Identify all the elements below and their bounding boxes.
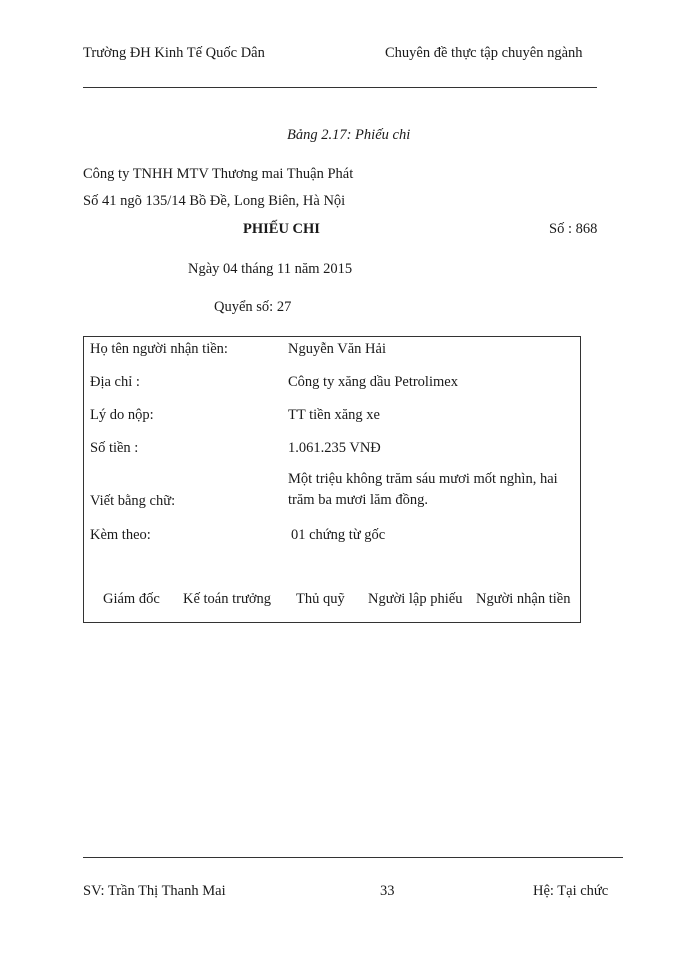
signature-chief-accountant: Kế toán trưởng (183, 591, 272, 607)
footer-program: Hệ: Tại chức (533, 883, 609, 899)
reason-label: Lý do nộp: (90, 407, 154, 423)
recipient-label: Họ tên người nhận tiền: (90, 341, 228, 357)
signature-receiver: Người nhận tiền (476, 591, 571, 607)
voucher-book: Quyển số: 27 (214, 299, 292, 315)
signature-director: Giám đốc (103, 591, 160, 607)
company-address: Số 41 ngõ 135/14 Bồ Đề, Long Biên, Hà Nội (83, 193, 346, 209)
header-report-title: Chuyên đề thực tập chuyên ngành (385, 45, 583, 61)
signature-preparer: Người lập phiếu (368, 591, 463, 607)
header-rule (83, 87, 597, 88)
page-number: 33 (380, 883, 395, 899)
company-name: Công ty TNHH MTV Thương mai Thuận Phát (83, 166, 354, 182)
attachment-label: Kèm theo: (90, 527, 151, 543)
header-school: Trường ĐH Kinh Tế Quốc Dân (83, 45, 265, 61)
footer-student: SV: Trần Thị Thanh Mai (83, 883, 226, 899)
attachment-value: 01 chứng từ gốc (291, 527, 386, 543)
amount-label: Số tiền : (90, 440, 139, 456)
amount-in-words-label: Viết bằng chữ: (90, 493, 176, 509)
signature-treasurer: Thủ quỹ (296, 591, 345, 607)
address-label: Địa chỉ : (90, 374, 140, 390)
voucher-date: Ngày 04 tháng 11 năm 2015 (188, 261, 353, 277)
amount-value: 1.061.235 VNĐ (288, 440, 381, 456)
address-value: Công ty xăng dầu Petrolimex (288, 374, 458, 390)
footer-rule (83, 857, 623, 858)
recipient-value: Nguyễn Văn Hải (288, 341, 386, 357)
table-caption: Bảng 2.17: Phiếu chi (287, 127, 411, 143)
reason-value: TT tiền xăng xe (288, 407, 380, 423)
voucher-number: Số : 868 (549, 221, 598, 237)
voucher-title: PHIẾU CHI (243, 221, 320, 237)
voucher-details-box (83, 336, 581, 623)
amount-in-words-value: Một triệu không trăm sáu mươi mốt nghìn, hai trăm ba mươi lăm đồng. (288, 471, 558, 508)
